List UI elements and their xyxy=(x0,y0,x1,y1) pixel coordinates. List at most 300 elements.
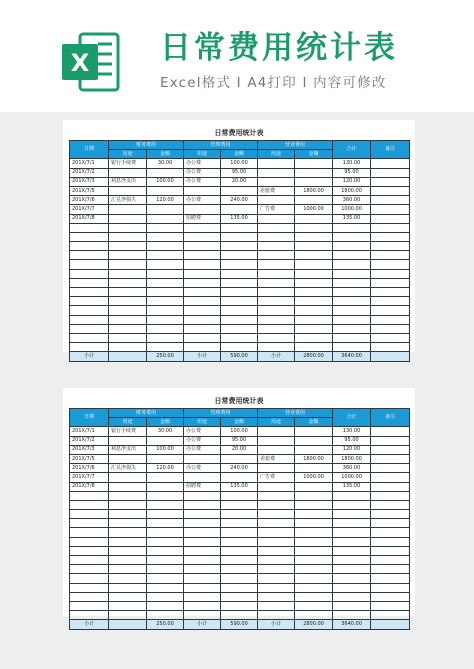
cell-sales-amount xyxy=(295,159,333,168)
cell-admin-amount xyxy=(221,205,258,214)
cell-finance-amount xyxy=(147,473,184,482)
expense-table xyxy=(69,140,410,362)
empty-cell xyxy=(371,324,410,333)
cell-sales-purpose xyxy=(258,159,295,168)
cell-finance-purpose xyxy=(109,186,147,195)
cell-total: 135.00 xyxy=(333,482,371,491)
empty-cell xyxy=(295,510,333,519)
empty-cell xyxy=(70,546,109,555)
empty-cell xyxy=(109,556,147,565)
empty-cell xyxy=(371,333,410,342)
empty-cell xyxy=(295,260,333,269)
empty-cell xyxy=(70,242,109,251)
empty-cell xyxy=(295,611,333,620)
empty-cell xyxy=(184,601,221,610)
empty-cell xyxy=(258,315,295,324)
cell-admin-purpose: 办公费 xyxy=(184,436,221,445)
header-amount: 金额 xyxy=(147,418,184,427)
empty-row xyxy=(70,601,410,610)
empty-row xyxy=(70,592,410,601)
empty-row xyxy=(70,611,410,620)
empty-cell xyxy=(295,546,333,555)
table-row xyxy=(70,464,410,473)
cell-sales-amount xyxy=(295,196,333,205)
cell-note xyxy=(371,214,410,223)
empty-cell xyxy=(258,574,295,583)
subtotal-row xyxy=(70,620,410,629)
empty-cell xyxy=(184,574,221,583)
header-sales: 营业费用 xyxy=(258,141,333,150)
empty-cell xyxy=(109,500,147,509)
empty-cell xyxy=(371,260,410,269)
empty-cell xyxy=(109,251,147,260)
empty-row xyxy=(70,546,410,555)
cell-admin-purpose xyxy=(184,186,221,195)
cell-admin-amount xyxy=(221,454,258,463)
empty-cell xyxy=(221,491,258,500)
empty-cell xyxy=(184,565,221,574)
empty-cell xyxy=(371,315,410,324)
cell-admin-amount: 95.00 xyxy=(221,168,258,177)
table-row xyxy=(70,159,410,168)
empty-cell xyxy=(371,297,410,306)
empty-row xyxy=(70,500,410,509)
empty-cell xyxy=(295,278,333,287)
empty-cell xyxy=(221,601,258,610)
empty-cell xyxy=(184,592,221,601)
cell-finance-amount: 100.00 xyxy=(147,177,184,186)
header-purpose: 用途 xyxy=(258,418,295,427)
empty-cell xyxy=(184,251,221,260)
empty-cell xyxy=(70,611,109,620)
empty-cell xyxy=(295,297,333,306)
empty-cell xyxy=(147,491,184,500)
empty-cell xyxy=(371,601,410,610)
empty-cell xyxy=(221,546,258,555)
header-date: 日期 xyxy=(70,409,109,427)
cell-admin-purpose: 办公费 xyxy=(184,464,221,473)
empty-cell xyxy=(184,510,221,519)
header-admin: 管理费用 xyxy=(184,409,258,418)
subtotal-label: 小计 xyxy=(70,620,109,629)
cell-admin-amount: 240.00 xyxy=(221,464,258,473)
cell-admin-amount xyxy=(221,473,258,482)
empty-cell xyxy=(258,251,295,260)
empty-cell xyxy=(295,556,333,565)
empty-cell xyxy=(70,260,109,269)
cell-sales-amount xyxy=(295,427,333,436)
empty-cell xyxy=(70,574,109,583)
empty-cell xyxy=(295,306,333,315)
empty-cell xyxy=(70,537,109,546)
subtotal-label: 小计 xyxy=(70,352,109,361)
empty-cell xyxy=(333,333,371,342)
empty-cell xyxy=(258,537,295,546)
empty-cell xyxy=(147,528,184,537)
empty-cell xyxy=(221,537,258,546)
page-subtitle: Excel格式 I A4打印 I 内容可修改 xyxy=(160,75,387,91)
empty-cell xyxy=(109,583,147,592)
cell-date: 201X/7/5 xyxy=(70,454,109,463)
cell-note xyxy=(371,186,410,195)
empty-cell xyxy=(371,232,410,241)
empty-cell xyxy=(371,583,410,592)
empty-cell xyxy=(371,491,410,500)
template-header xyxy=(0,0,474,112)
empty-cell xyxy=(371,574,410,583)
cell-sales-amount: 1800.00 xyxy=(295,186,333,195)
empty-cell xyxy=(221,528,258,537)
empty-cell xyxy=(147,565,184,574)
empty-cell xyxy=(295,315,333,324)
empty-cell xyxy=(371,565,410,574)
cell-sales-purpose: 差旅费 xyxy=(258,186,295,195)
empty-row xyxy=(70,223,410,232)
header-note: 备注 xyxy=(371,409,410,427)
empty-cell xyxy=(147,315,184,324)
empty-cell xyxy=(184,333,221,342)
header-amount: 金额 xyxy=(295,418,333,427)
empty-cell xyxy=(147,611,184,620)
empty-cell xyxy=(109,232,147,241)
empty-cell xyxy=(221,260,258,269)
cell-sales-purpose: 差旅费 xyxy=(258,454,295,463)
empty-cell xyxy=(184,232,221,241)
empty-cell xyxy=(70,583,109,592)
empty-cell xyxy=(70,343,109,352)
cell-sales-purpose xyxy=(258,482,295,491)
cell-finance-amount: 100.00 xyxy=(147,445,184,454)
empty-cell xyxy=(258,546,295,555)
empty-cell xyxy=(371,343,410,352)
empty-cell xyxy=(333,510,371,519)
cell-note xyxy=(371,196,410,205)
cell-admin-amount: 135.00 xyxy=(221,214,258,223)
empty-cell xyxy=(147,251,184,260)
empty-cell xyxy=(258,556,295,565)
subtotal-row xyxy=(70,352,410,361)
subtotal-label: 小计 xyxy=(184,620,221,629)
subtotal-label: 小计 xyxy=(258,352,295,361)
cell-sales-amount: 1000.00 xyxy=(295,473,333,482)
empty-cell xyxy=(258,232,295,241)
empty-cell xyxy=(258,343,295,352)
empty-cell xyxy=(295,324,333,333)
empty-cell xyxy=(295,528,333,537)
cell-admin-amount: 20.00 xyxy=(221,177,258,186)
header-purpose: 用途 xyxy=(184,418,221,427)
cell-sales-purpose xyxy=(258,436,295,445)
cell-total: 95.00 xyxy=(333,436,371,445)
empty-cell xyxy=(295,565,333,574)
empty-cell xyxy=(147,278,184,287)
cell-finance-purpose xyxy=(109,436,147,445)
empty-row xyxy=(70,537,410,546)
empty-cell xyxy=(371,251,410,260)
cell-date: 201X/7/1 xyxy=(70,159,109,168)
cell-total: 1800.00 xyxy=(333,186,371,195)
header-amount: 金额 xyxy=(295,150,333,159)
empty-cell xyxy=(258,223,295,232)
empty-cell xyxy=(70,223,109,232)
empty-cell xyxy=(147,306,184,315)
empty-cell xyxy=(147,333,184,342)
subtotal-sales: 2800.00 xyxy=(295,620,333,629)
empty-cell xyxy=(147,269,184,278)
empty-cell xyxy=(109,592,147,601)
header-purpose: 用途 xyxy=(109,418,147,427)
empty-cell xyxy=(109,546,147,555)
empty-cell xyxy=(295,583,333,592)
empty-row xyxy=(70,288,410,297)
empty-cell xyxy=(184,611,221,620)
empty-cell xyxy=(333,583,371,592)
empty-cell xyxy=(371,269,410,278)
cell-date: 201X/7/2 xyxy=(70,168,109,177)
table-row xyxy=(70,445,410,454)
empty-cell xyxy=(70,315,109,324)
cell-date: 201X/7/6 xyxy=(70,196,109,205)
cell-date: 201X/7/8 xyxy=(70,482,109,491)
cell-date: 201X/7/6 xyxy=(70,464,109,473)
header-amount: 金额 xyxy=(147,150,184,159)
cell-admin-amount xyxy=(221,186,258,195)
cell-admin-purpose: 办公费 xyxy=(184,177,221,186)
cell-total: 120.00 xyxy=(333,177,371,186)
empty-cell xyxy=(371,611,410,620)
cell-note xyxy=(371,445,410,454)
empty-cell xyxy=(295,491,333,500)
empty-cell xyxy=(258,592,295,601)
empty-cell xyxy=(221,500,258,509)
subtotal-admin: 590.00 xyxy=(221,352,258,361)
cell-finance-purpose xyxy=(109,482,147,491)
empty-cell xyxy=(295,242,333,251)
empty-cell xyxy=(295,574,333,583)
empty-cell xyxy=(371,592,410,601)
empty-cell xyxy=(333,251,371,260)
empty-row xyxy=(70,519,410,528)
empty-cell xyxy=(333,269,371,278)
table-row xyxy=(70,454,410,463)
empty-row xyxy=(70,565,410,574)
empty-cell xyxy=(221,611,258,620)
table-row xyxy=(70,177,410,186)
page-title: 日常费用统计表 xyxy=(160,30,398,66)
cell-sales-amount xyxy=(295,214,333,223)
empty-cell xyxy=(333,315,371,324)
empty-cell xyxy=(109,519,147,528)
empty-cell xyxy=(147,583,184,592)
empty-cell xyxy=(295,223,333,232)
empty-cell xyxy=(184,324,221,333)
empty-cell xyxy=(258,324,295,333)
cell-note xyxy=(371,177,410,186)
empty-row xyxy=(70,251,410,260)
empty-cell xyxy=(258,333,295,342)
empty-cell xyxy=(333,574,371,583)
cell-admin-amount: 135.00 xyxy=(221,482,258,491)
empty-cell xyxy=(221,223,258,232)
cell-sales-amount xyxy=(295,436,333,445)
header-date: 日期 xyxy=(70,141,109,159)
empty-cell xyxy=(371,556,410,565)
empty-cell xyxy=(147,242,184,251)
cell-admin-amount: 20.00 xyxy=(221,445,258,454)
empty-cell xyxy=(109,333,147,342)
empty-cell xyxy=(221,592,258,601)
empty-cell xyxy=(70,592,109,601)
sheet-preview-1 xyxy=(63,120,415,359)
empty-cell xyxy=(147,343,184,352)
subtotal-label: 小计 xyxy=(184,352,221,361)
cell-admin-amount: 240.00 xyxy=(221,196,258,205)
cell-finance-amount xyxy=(147,482,184,491)
empty-cell xyxy=(184,288,221,297)
empty-cell xyxy=(221,232,258,241)
header-admin: 管理费用 xyxy=(184,141,258,150)
empty-cell xyxy=(70,519,109,528)
empty-cell xyxy=(258,491,295,500)
cell-total: 130.00 xyxy=(333,427,371,436)
empty-cell xyxy=(184,223,221,232)
empty-cell xyxy=(109,537,147,546)
cell-date: 201X/7/7 xyxy=(70,205,109,214)
empty-cell xyxy=(371,288,410,297)
empty-cell xyxy=(147,510,184,519)
empty-cell xyxy=(221,519,258,528)
empty-cell xyxy=(147,537,184,546)
cell-sales-purpose xyxy=(258,427,295,436)
empty-cell xyxy=(109,601,147,610)
empty-cell xyxy=(109,574,147,583)
empty-cell xyxy=(184,260,221,269)
cell-finance-amount xyxy=(147,436,184,445)
subtotal-total: 3640.00 xyxy=(333,620,371,629)
cell-sales-amount xyxy=(295,482,333,491)
cell-sales-amount xyxy=(295,445,333,454)
empty-cell xyxy=(70,297,109,306)
cell-finance-purpose: 利息净支出 xyxy=(109,445,147,454)
header-purpose: 用途 xyxy=(258,150,295,159)
cell-finance-purpose: 银行手续费 xyxy=(109,427,147,436)
cell-admin-amount: 100.00 xyxy=(221,427,258,436)
empty-cell xyxy=(333,297,371,306)
empty-cell xyxy=(70,269,109,278)
empty-row xyxy=(70,574,410,583)
subtotal-admin: 590.00 xyxy=(221,620,258,629)
empty-row xyxy=(70,242,410,251)
empty-cell xyxy=(333,232,371,241)
empty-cell xyxy=(295,537,333,546)
header-finance: 财务费用 xyxy=(109,409,184,418)
cell-total: 1000.00 xyxy=(333,205,371,214)
empty-cell xyxy=(333,260,371,269)
cell-sales-purpose xyxy=(258,168,295,177)
excel-icon xyxy=(58,30,122,94)
empty-cell xyxy=(70,528,109,537)
empty-cell xyxy=(371,528,410,537)
cell-sales-amount xyxy=(295,177,333,186)
empty-cell xyxy=(184,519,221,528)
cell-sales-purpose xyxy=(258,214,295,223)
empty-cell xyxy=(109,611,147,620)
cell-date: 201X/7/7 xyxy=(70,473,109,482)
empty-cell xyxy=(70,500,109,509)
empty-cell xyxy=(258,583,295,592)
cell-sales-purpose xyxy=(258,445,295,454)
empty-cell xyxy=(333,278,371,287)
cell-total: 120.00 xyxy=(333,445,371,454)
empty-row xyxy=(70,343,410,352)
cell-sales-amount xyxy=(295,168,333,177)
empty-cell xyxy=(258,260,295,269)
empty-cell xyxy=(295,333,333,342)
cell-note xyxy=(371,464,410,473)
empty-cell xyxy=(371,242,410,251)
empty-cell xyxy=(147,297,184,306)
cell-note xyxy=(371,427,410,436)
empty-row xyxy=(70,269,410,278)
empty-cell xyxy=(70,565,109,574)
empty-cell xyxy=(333,242,371,251)
cell-sales-purpose xyxy=(258,196,295,205)
empty-cell xyxy=(109,315,147,324)
empty-cell xyxy=(147,232,184,241)
cell-admin-purpose: 办公费 xyxy=(184,196,221,205)
cell-finance-amount: 120.00 xyxy=(147,196,184,205)
cell-finance-purpose: 汇兑净损失 xyxy=(109,464,147,473)
empty-cell xyxy=(184,315,221,324)
empty-cell xyxy=(184,269,221,278)
empty-cell xyxy=(333,528,371,537)
header-note: 备注 xyxy=(371,141,410,159)
cell-admin-amount: 95.00 xyxy=(221,436,258,445)
cell-note xyxy=(371,473,410,482)
empty-cell xyxy=(109,278,147,287)
empty-row xyxy=(70,260,410,269)
cell-note xyxy=(371,436,410,445)
empty-cell xyxy=(184,343,221,352)
empty-row xyxy=(70,324,410,333)
cell-finance-purpose xyxy=(109,473,147,482)
empty-cell xyxy=(258,528,295,537)
empty-cell xyxy=(371,306,410,315)
empty-cell xyxy=(333,288,371,297)
header-finance: 财务费用 xyxy=(109,141,184,150)
cell-date: 201X/7/8 xyxy=(70,214,109,223)
table-row xyxy=(70,473,410,482)
table-row xyxy=(70,186,410,195)
empty-row xyxy=(70,333,410,342)
table-row xyxy=(70,196,410,205)
empty-row xyxy=(70,297,410,306)
subtotal-finance: 250.00 xyxy=(147,620,184,629)
cell-admin-purpose xyxy=(184,454,221,463)
empty-cell xyxy=(147,288,184,297)
empty-cell xyxy=(258,297,295,306)
cell-sales-purpose xyxy=(258,177,295,186)
cell-admin-purpose: 招聘费 xyxy=(184,214,221,223)
header-sales: 营业费用 xyxy=(258,409,333,418)
cell-finance-amount xyxy=(147,214,184,223)
header-total: 合计 xyxy=(333,409,371,427)
empty-cell xyxy=(333,519,371,528)
cell-date: 201X/7/3 xyxy=(70,177,109,186)
empty-cell xyxy=(147,546,184,555)
empty-row xyxy=(70,528,410,537)
empty-cell xyxy=(221,242,258,251)
